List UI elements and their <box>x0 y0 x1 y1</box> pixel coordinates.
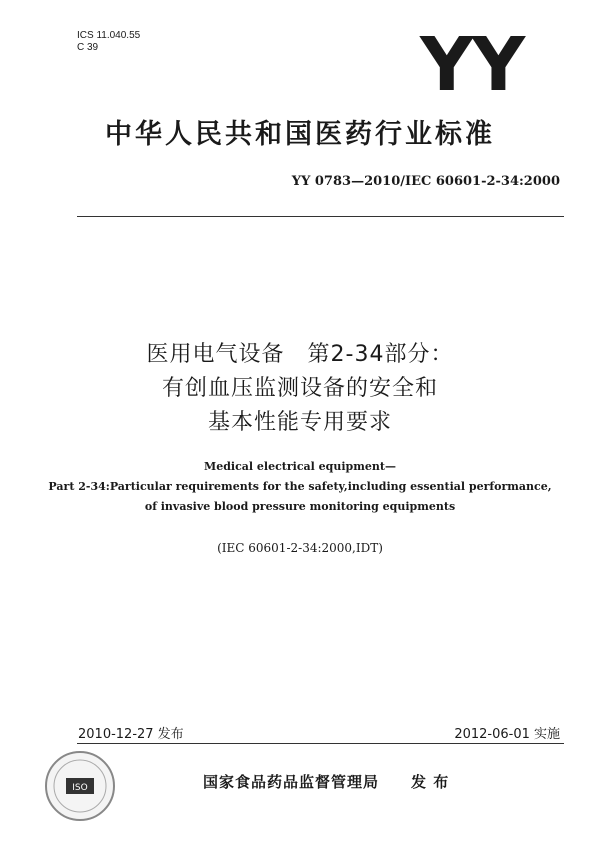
svg-text:ISO: ISO <box>72 783 88 793</box>
bottom-divider <box>77 743 564 744</box>
english-title-line1: Medical electrical equipment— <box>204 460 396 473</box>
issuer-seal <box>42 748 118 824</box>
issuing-authority: 国家食品药品监督管理局 发 布 <box>203 773 450 791</box>
equivalence-note: (IEC 60601-2-34:2000,IDT) <box>217 541 383 555</box>
english-title-line3: of invasive blood pressure monitoring equipments <box>144 500 456 513</box>
issue-date: 2010-12-27 发布 <box>78 727 184 742</box>
ics-code <box>77 30 140 54</box>
ccs-number: C 39 <box>77 42 99 53</box>
standard-logo: YY <box>420 22 524 108</box>
top-divider <box>77 216 564 217</box>
english-title-line2: Part 2-34:Particular requirements for the safety,including essential performance, <box>48 480 552 493</box>
implement-date: 2012-06-01 实施 <box>454 727 560 742</box>
industry-standard-title: 中华人民共和国医药行业标准 <box>105 119 495 150</box>
ics-number: ICS 11.040.55 <box>77 30 141 41</box>
chinese-title-line2: 有创血压监测设备的安全和 <box>161 376 438 401</box>
standard-number: YY 0783—2010/IEC 60601-2-34:2000 <box>291 174 560 189</box>
chinese-title-line1: 医用电气设备 第2-34部分： <box>146 342 454 367</box>
chinese-title-line3: 基本性能专用要求 <box>207 410 392 435</box>
